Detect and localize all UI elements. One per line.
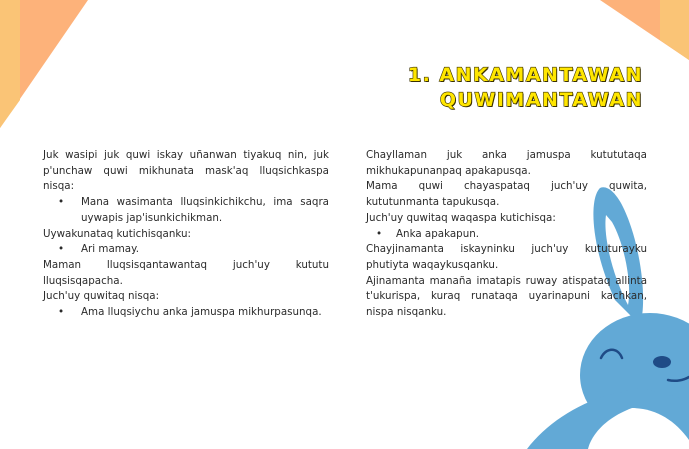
bullet-icon: • [58,243,65,256]
paragraph: Maman lluqsisqantawantaq juch'uy kututu lluqsisqapacha. [43,258,329,287]
paragraph: Juch'uy quwitaq nisqa: [43,290,160,303]
bullet-icon: • [58,196,65,209]
page-title-line-2: QUWIMANTAWAN [439,89,643,111]
bullet-icon: • [376,227,383,240]
paragraph: Chayllaman juk anka jamuspa kutututaqa mikhukapunanpaq apakapusqa. [366,149,647,177]
list-item: • Anka apakapun. [366,227,647,243]
list-item: • Mana wasimanta lluqsinkichikchu, ima saqra uywapis jap'isunkichikman. [58,196,329,224]
list-item: • Ama lluqsiychu anka jamuspa mikhurpasunqa. [43,305,329,321]
bullet-icon: • [58,306,65,319]
bullet-list [43,305,329,321]
page-title-line-1: 1. ANKAMANTAWAN [407,64,643,86]
paragraph: Juch'uy quwitaq waqaspa kutichisqa: [366,211,556,224]
paragraph: Chayjinamanta iskayninku juch'uy kututurayku phutiyta waqaykusqanku. [366,243,647,271]
paragraph: Ajinamanta manaña imatapis ruway atispataq allinta t'ukurispa, kuraq runataqa uyarinapuni kachkan, nispa nisqanku. [366,274,647,319]
bullet-list [43,242,329,258]
paragraph: Mama quwi chayaspataq juch'uy quwita, kututunmanta tapukusqa. [366,180,647,209]
bullet-list [43,195,329,226]
bullet-list [366,227,647,243]
paragraph: Juk wasipi juk quwi iskay uñanwan tiyakuq nin, juk p'unchaw quwi mikhunata mask'aq lluqsichkaspa nisqa: [43,149,329,193]
bunny-eye [653,356,671,368]
list-item: • Ari mamay. [43,242,329,258]
right-text-column [366,148,647,321]
left-text-column [43,148,329,321]
paragraph: Uywakunataq kutichisqanku: [43,227,192,240]
